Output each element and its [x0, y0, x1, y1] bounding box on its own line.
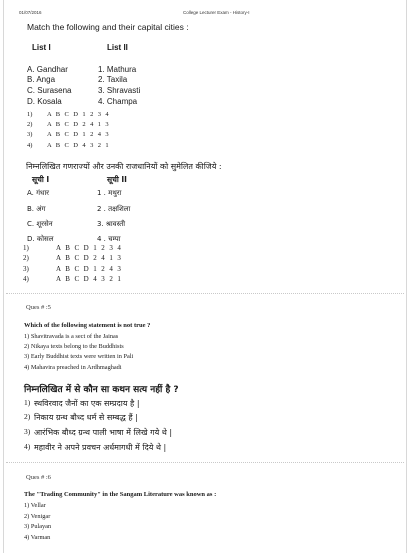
q4-row-right: 1. Mathura — [98, 65, 137, 74]
q4-hindi-row-left: C. शूरसेन — [27, 220, 53, 228]
q4-hindi-question: निम्नलिखित गणराज्यों और उनकी राजधानियों को सुमेलित कीजिये : — [26, 162, 222, 171]
q6-label: Ques # :6 — [26, 474, 51, 481]
q4-hindi-row-right: 1 . मथुरा — [97, 189, 122, 197]
q4-row-right: 4. Champa — [98, 97, 138, 106]
q4-option-number: 2) — [27, 121, 33, 128]
q4-row-right: 2. Taxila — [98, 75, 128, 84]
q5-option: 3) Early Buddhist texts were written in Pali — [24, 353, 134, 360]
q5-hindi-option-text: महावीर ने अपने प्रवचन अर्धमागधी में दिये थे | — [34, 443, 167, 452]
q4-hindi-option-code: A B C D 1 2 3 4 — [56, 244, 123, 252]
q4-row-left: C. Surasena — [27, 86, 72, 95]
q5-hindi-option-number: 3) — [24, 427, 31, 436]
q4-option-code: A B C D 2 4 1 3 — [47, 121, 111, 128]
q4-hindi-row-left: D. कोसल — [27, 235, 54, 243]
q4-option-number: 3) — [27, 131, 33, 138]
q4-option-number: 1) — [27, 111, 33, 118]
q5-hindi-option-number: 2) — [24, 412, 31, 421]
q4-hindi-option-code: A B C D 2 4 1 3 — [56, 254, 123, 262]
q4-row-right: 3. Shravasti — [98, 86, 141, 95]
q5-hindi-option-number: 4) — [24, 442, 31, 451]
q5-hindi-question: निम्नलिखित में से कौन सा कथन सत्य नहीं है ? — [24, 385, 179, 395]
q4-hindi-option-number: 3) — [23, 265, 29, 273]
q5-question: Which of the following statement is not true ? — [24, 322, 151, 329]
q5-hindi-option-number: 1) — [24, 398, 31, 407]
q4-hindi-row-right: 2 . तक्षशिला — [97, 205, 131, 213]
q4-hindi-list2-title: सूची II — [107, 175, 127, 184]
q5-hindi-option-text: स्थविरवाद जैनों का एक सम्प्रदाय है | — [34, 399, 140, 408]
q4-hindi-row-left: B. अंग — [27, 205, 46, 213]
q4-row-left: D. Kosala — [27, 97, 62, 106]
q4-hindi-option-number: 2) — [23, 254, 29, 262]
q4-hindi-option-code: A B C D 4 3 2 1 — [56, 275, 123, 283]
q5-option: 4) Mahavira preached in Ardhmaghadi — [24, 364, 122, 371]
q4-hindi-row-right: 4 . चम्पा — [97, 235, 121, 243]
q5-hindi-option-text: निकाय ग्रन्थ बौध्द धर्म से सम्बद्ध हैं | — [34, 413, 138, 422]
q6-option: 4) Varman — [24, 534, 51, 541]
q4-hindi-option-number: 1) — [23, 244, 29, 252]
q4-row-left: A. Gandhar — [27, 65, 68, 74]
header-exam-title: College Lecturer Exam - History-I — [183, 10, 250, 15]
q5-label: Ques # :5 — [26, 304, 51, 311]
q6-question: The "Trading Community" in the Sangam Literature was known as : — [24, 491, 217, 498]
q4-option-code: A B C D 1 2 3 4 — [47, 111, 111, 118]
q6-option: 1) Vellar — [24, 502, 46, 509]
q4-option-code: A B C D 1 2 4 3 — [47, 131, 111, 138]
q5-hindi-option-text: आरंभिक बौध्द ग्रन्थ पाली भाषा में लिखे गये थे | — [34, 428, 173, 437]
q4-option-code: A B C D 4 3 2 1 — [47, 142, 111, 149]
question-divider — [6, 462, 404, 463]
q5-option: 1) Shavitravada is a sect of the Jainas — [24, 333, 119, 340]
q4-hindi-option-number: 4) — [23, 275, 29, 283]
q4-list1-title: List I — [32, 43, 51, 52]
q5-option: 2) Nikaya texts belong to the Buddhists — [24, 343, 124, 350]
q4-row-left: B. Anga — [27, 75, 56, 84]
question-divider — [6, 293, 404, 294]
header-date: 01/07/2016 — [19, 10, 42, 15]
q6-option: 2) Venigar — [24, 513, 51, 520]
q6-option: 3) Pulayan — [24, 523, 52, 530]
q4-option-number: 4) — [27, 142, 33, 149]
q4-question: Match the following and their capital cities : — [27, 22, 189, 32]
q4-hindi-row-left: A. गंधार — [27, 189, 50, 197]
q4-hindi-list1-title: सूची I — [32, 175, 50, 184]
q4-hindi-row-right: 3. श्रावस्ती — [97, 220, 126, 228]
q4-list2-title: List II — [107, 43, 128, 52]
q4-hindi-option-code: A B C D 1 2 4 3 — [56, 265, 123, 273]
